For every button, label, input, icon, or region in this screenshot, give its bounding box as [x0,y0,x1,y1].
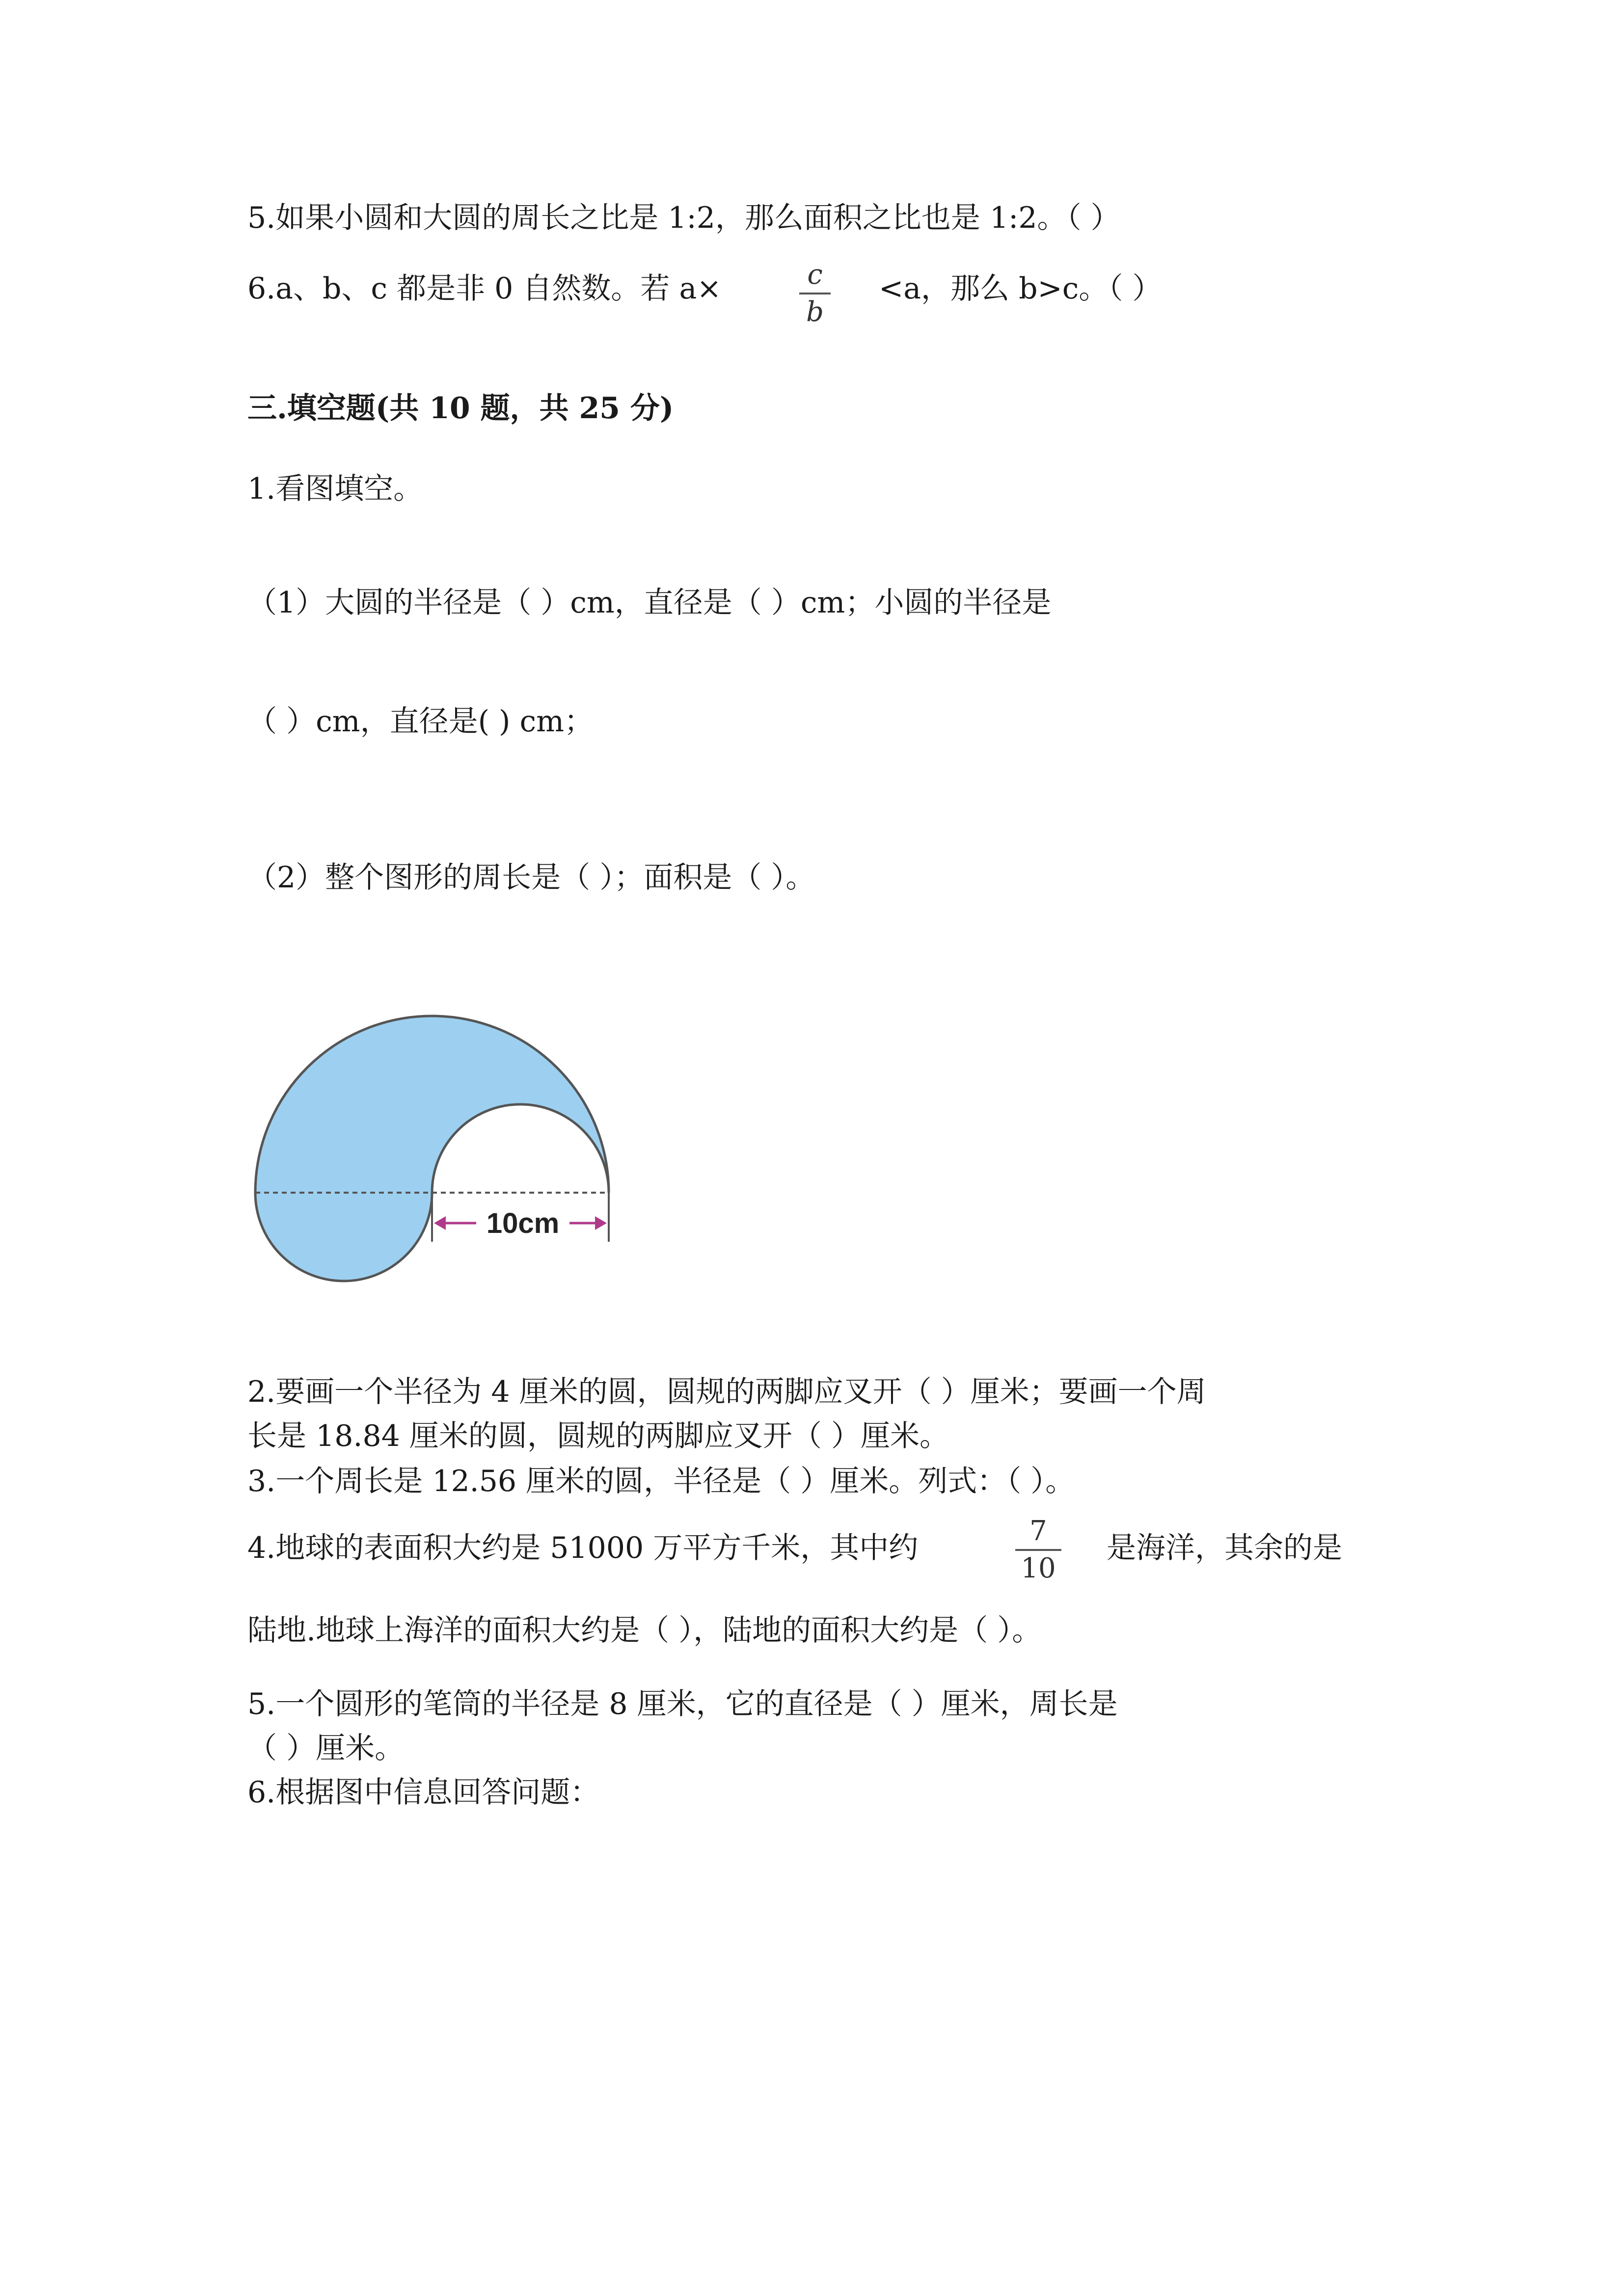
fill-question-1: 1.看图填空。 [247,472,423,506]
fraction-numerator: c [807,259,823,291]
judge-question-6 [247,271,722,306]
fraction-bar [1015,1549,1061,1551]
fill-question-4-line-2: 陆地.地球上海洋的面积大约是（ ），陆地的面积大约是（ ）。 [247,1613,1042,1648]
fill-question-1-part-1-line-1: （1）大圆的半径是（ ）cm，直径是（ ）cm；小圆的半径是 [247,586,1052,620]
fill-question-3: 3.一个周长是 12.56 厘米的圆，半径是（ ）厘米。列式：（ ）。 [247,1464,1075,1498]
judge-question-5: 5.如果小圆和大圆的周长之比是 1:2，那么面积之比也是 1:2。（ ） [247,201,1120,235]
fraction-denominator: 10 [1021,1552,1056,1584]
circle-figure [245,1001,628,1296]
section-heading: 三.填空题(共 10 题，共 25 分) [247,391,674,426]
fill-question-1-part-2: （2）整个图形的周长是（ ）；面积是（ ）。 [247,860,815,895]
question-4-text-after: 是海洋，其余的是 [1107,1531,1342,1565]
fraction-numerator: 7 [1029,1515,1047,1547]
fraction-7-over-10 [1011,1517,1065,1585]
question-6-text-before: 6.a、b、c 都是非 0 自然数。若 a× [247,271,722,306]
fill-question-5-line-2: （ ）厘米。 [247,1731,405,1765]
fraction-bar [799,293,831,294]
fraction-denominator: b [806,296,824,328]
fill-question-2-line-1: 2.要画一个半径为 4 厘米的圆，圆规的两脚应叉开（ ）厘米；要画一个周 [247,1375,1206,1409]
question-4-text-before: 4.地球的表面积大约是 51000 万平方千米，其中约 [247,1531,919,1565]
dimension-label: 10cm [486,1207,560,1239]
dimension-arrow-left [434,1216,446,1230]
question-6-text-after: <a，那么 b>c。（ ） [879,271,1162,306]
fill-question-5-line-1: 5.一个圆形的笔筒的半径是 8 厘米，它的直径是（ ）厘米，周长是 [247,1687,1118,1721]
fill-question-4-line-1 [247,1530,918,1566]
fraction-c-over-b [795,260,835,329]
fill-question-6: 6.根据图中信息回答问题： [247,1775,600,1810]
fill-question-1-part-1-line-2: （ ）cm，直径是( ) cm； [247,704,594,739]
fill-question-2-line-2: 长是 18.84 厘米的圆，圆规的两脚应叉开（ ）厘米。 [247,1419,949,1453]
dimension-arrow-right [595,1216,607,1230]
